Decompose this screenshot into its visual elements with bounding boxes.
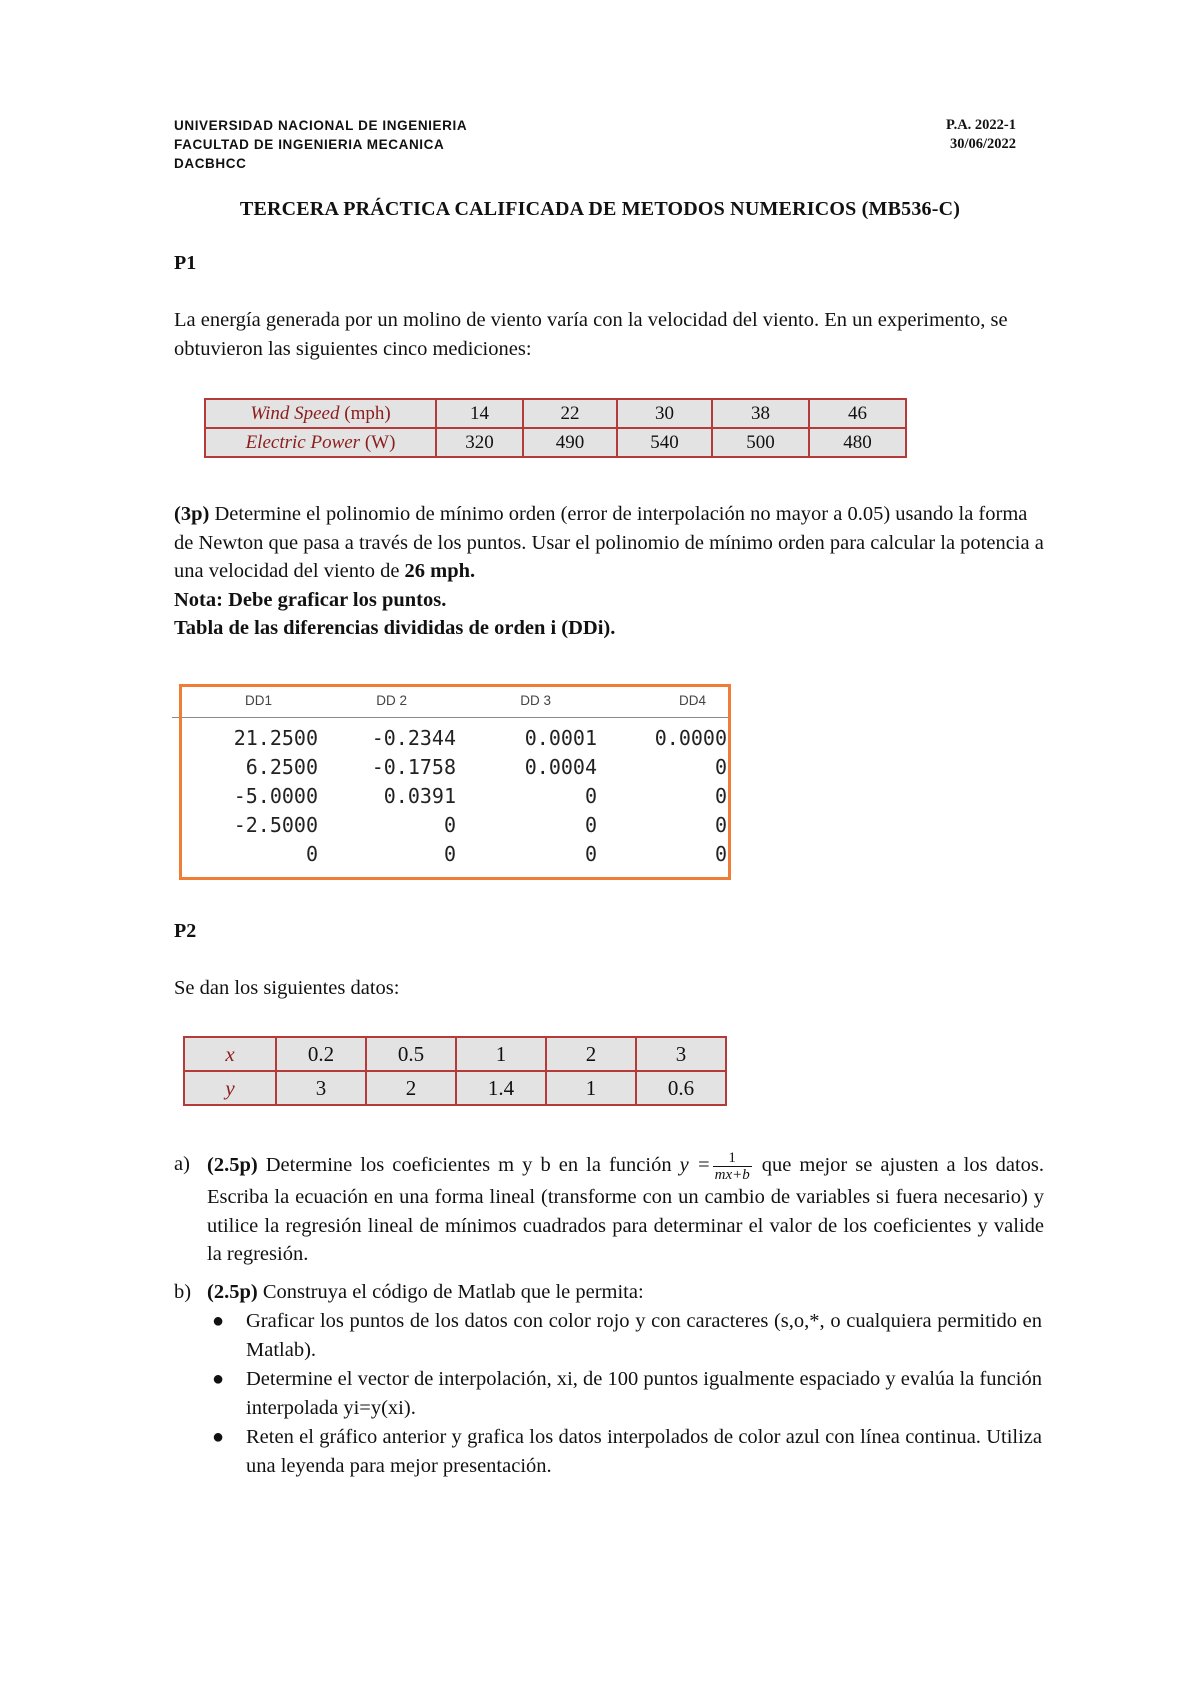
part-b-text1: Construya el código de Matlab que le permita:: [257, 1281, 644, 1303]
x-cell: 1: [456, 1037, 546, 1071]
dd-cell: 0.0004: [524, 755, 597, 779]
y-cell: 3: [276, 1071, 366, 1105]
divided-differences-table: [179, 684, 731, 880]
dd-cell: 0: [584, 813, 597, 837]
department-name: DACBHCC: [174, 156, 247, 171]
wind-data-table: [204, 398, 907, 458]
dd-header: DD 2: [376, 693, 407, 708]
dd-cell: -0.2344: [371, 726, 456, 750]
wind-speed-cell: 14: [436, 399, 523, 428]
x-cell: 0.2: [276, 1037, 366, 1071]
document-title: TERCERA PRÁCTICA CALIFICADA DE METODOS NUMERICOS (MB536-C): [239, 198, 961, 220]
p1-table-caption: Tabla de las diferencias divididas de orden i (DDi).: [174, 617, 616, 639]
p1-heading: P1: [174, 252, 197, 274]
y-cell: 2: [366, 1071, 456, 1105]
bullet-text: Determine el vector de interpolación, xi, de 100 puntos igualmente espaciado y evalúa la función interpolada yi=y(xi).: [246, 1368, 1042, 1419]
period-date-header: [946, 116, 1016, 154]
dd-cell: 0: [714, 784, 727, 808]
dd-cell: 0: [584, 842, 597, 866]
p1-task: [174, 500, 1044, 643]
university-name: UNIVERSIDAD NACIONAL DE INGENIERIA: [174, 118, 468, 133]
wind-speed-cell: 46: [809, 399, 906, 428]
part-a-text: [207, 1150, 1044, 1269]
electric-power-label: Electric Power (W): [205, 428, 436, 457]
electric-power-cell: 480: [809, 428, 906, 457]
dd-cell: 0: [714, 813, 727, 837]
wind-speed-row: [205, 399, 906, 428]
electric-power-cell: 540: [617, 428, 712, 457]
p1-points: (3p): [174, 503, 210, 525]
dd-cell: 0: [714, 842, 727, 866]
bullet-icon: ●: [212, 1368, 225, 1390]
dd-cell: 0: [714, 755, 727, 779]
y-row: [184, 1071, 726, 1105]
x-row: [184, 1037, 726, 1071]
electric-power-row: [205, 428, 906, 457]
y-label: y: [184, 1071, 276, 1105]
dd-cell: 0.0391: [383, 784, 456, 808]
wind-speed-cell: 38: [712, 399, 809, 428]
dd-cell: -5.0000: [233, 784, 318, 808]
part-a-text2: que mejor se ajusten a los datos. Escriba la ecuación en una forma lineal (transforme con un cambio de variables si fuera necesario) y utilice la regresión lineal de mínimos cuadrados para determinar el valor de los coeficientes y valide la regresión.: [207, 1154, 1044, 1265]
fraction-denominator: mx+b: [714, 1167, 750, 1183]
institution-header: [174, 116, 467, 173]
y-cell: 1.4: [456, 1071, 546, 1105]
y-cell: 0.6: [636, 1071, 726, 1105]
bullet-icon: ●: [212, 1310, 225, 1332]
x-label: x: [184, 1037, 276, 1071]
fraction-numerator: 1: [713, 1150, 752, 1167]
bullet-text: Reten el gráfico anterior y grafica los datos interpolados de color azul con línea continua. Utiliza una leyenda para mejor presentación.: [246, 1426, 1042, 1477]
p1-note: Nota: Debe graficar los puntos.: [174, 588, 447, 611]
dd-cell: 0.0000: [654, 726, 727, 750]
dd-cell: 0: [443, 842, 456, 866]
dd-cell: 0.0001: [524, 726, 597, 750]
x-cell: 2: [546, 1037, 636, 1071]
part-a-points: (2.5p): [207, 1154, 258, 1177]
p2-intro: Se dan los siguientes datos:: [174, 977, 400, 999]
p1-intro: La energía generada por un molino de viento varía con la velocidad del viento. En un experimento, se obtuvieron las siguientes cinco mediciones:: [174, 309, 1008, 360]
x-cell: 0.5: [366, 1037, 456, 1071]
faculty-name: FACULTAD DE INGENIERIA MECANICA: [174, 137, 445, 152]
y-cell: 1: [546, 1071, 636, 1105]
part-a-marker: a): [174, 1153, 190, 1175]
p1-task-text: Determine el polinomio de mínimo orden (error de interpolación no mayor a 0.05) usando la forma de Newton que pasa a través de los puntos. Usar el polinomio de mínimo orden para calcular la potencia a una velocidad del viento de: [174, 503, 1044, 582]
electric-power-cell: 500: [712, 428, 809, 457]
dd-header: DD 3: [520, 693, 551, 708]
wind-speed-cell: 22: [523, 399, 617, 428]
part-b-marker: b): [174, 1281, 192, 1303]
academic-period: P.A. 2022-1: [946, 117, 1016, 133]
dd-cell: 0: [443, 813, 456, 837]
dd-header: DD4: [678, 693, 706, 708]
dd-cell: -2.5000: [233, 813, 318, 837]
electric-power-cell: 490: [523, 428, 617, 457]
dd-cell: -0.1758: [371, 755, 456, 779]
dd-header: DD1: [244, 693, 272, 708]
dd-cell: 21.2500: [233, 726, 318, 750]
p2-heading: P2: [174, 920, 197, 942]
wind-speed-label: Wind Speed (mph): [205, 399, 436, 428]
part-b-points: (2.5p): [207, 1281, 258, 1303]
dd-cell: 6.2500: [245, 755, 318, 779]
equation-lhs: y =: [679, 1154, 711, 1177]
bullet-icon: ●: [212, 1426, 225, 1448]
equation-fraction: [713, 1150, 752, 1183]
wind-speed-cell: 30: [617, 399, 712, 428]
xy-data-table: [183, 1036, 727, 1106]
x-cell: 3: [636, 1037, 726, 1071]
exam-date: 30/06/2022: [949, 136, 1016, 152]
p1-target-speed: 26 mph.: [404, 560, 476, 582]
dd-cell: 0: [305, 842, 318, 866]
electric-power-cell: 320: [436, 428, 523, 457]
part-b-text: [207, 1278, 1044, 1307]
part-a-text1: Determine los coeficientes m y b en la función: [257, 1154, 680, 1177]
dd-cell: 0: [584, 784, 597, 808]
bullet-text: Graficar los puntos de los datos con color rojo y con caracteres (s,o,*, o cualquiera permitido en Matlab).: [246, 1310, 1042, 1361]
